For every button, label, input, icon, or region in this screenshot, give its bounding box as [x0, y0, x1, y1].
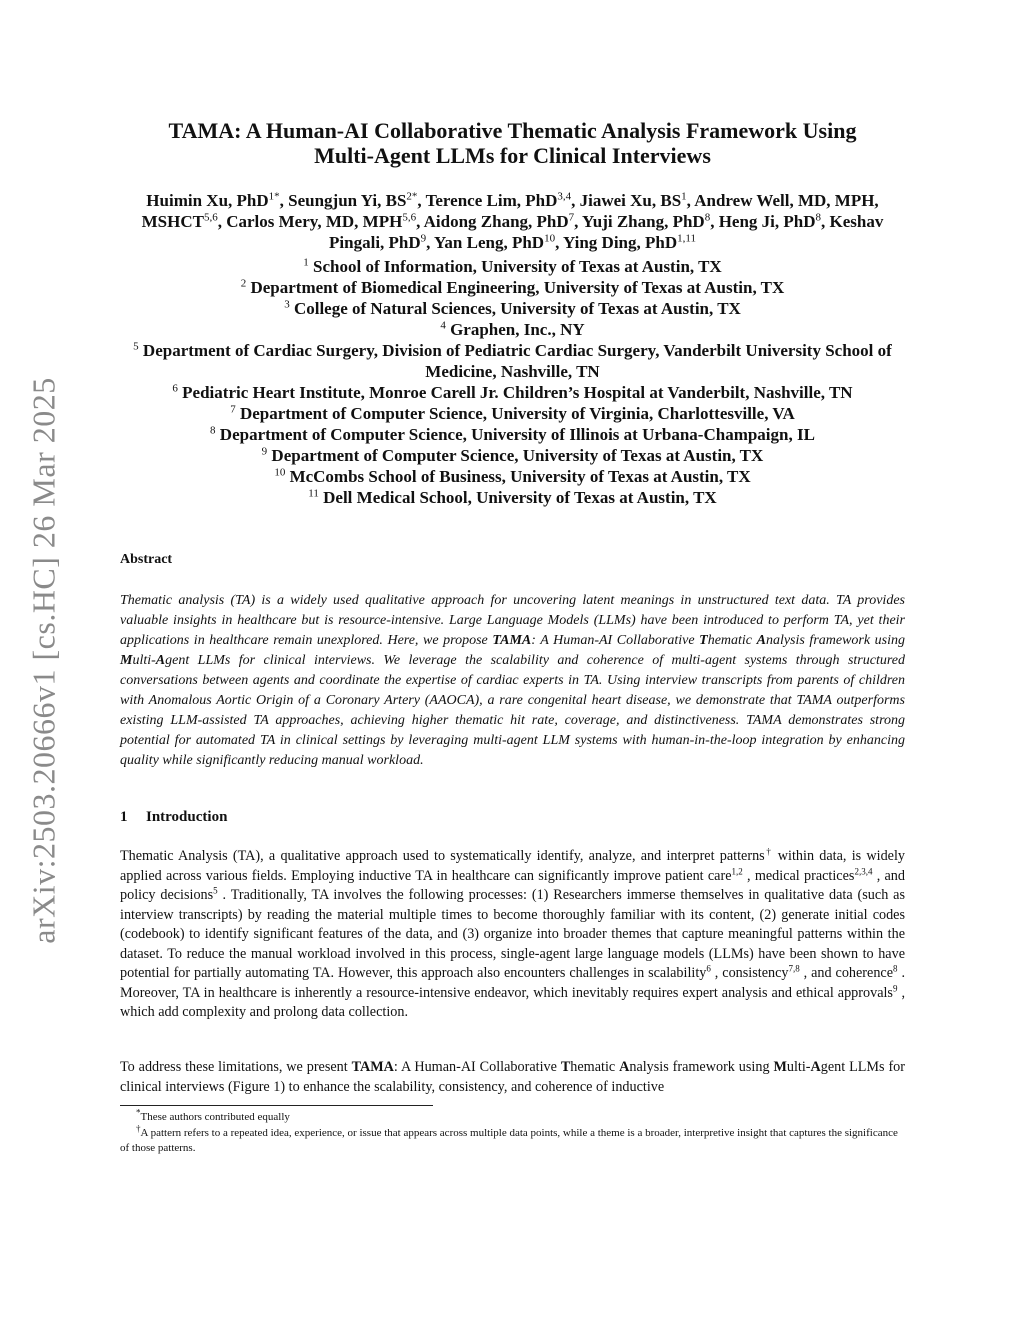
- abstract-heading: Abstract: [120, 552, 173, 567]
- author: Yan Leng, PhD$^{10}$: [434, 232, 556, 252]
- author: Yuji Zhang, PhD$^8$: [582, 211, 711, 231]
- intro-paragraph-2: To address these limitations, we present TAMA: A Human-AI Collaborative Thematic Analysis framework using Multi-Agent LLMs for clinical interviews (Figure 1) to enhance the scalability, consistency, and coherence of inductive: [120, 1059, 905, 1095]
- author: Seungjun Yi, $BS^{2*}$: [288, 190, 418, 210]
- author-list: Huimin Xu, PhD$^{1*}$, Seungjun Yi, $BS^{2*}$, Terence Lim, PhD$^{3,4}$, Jiawei Xu, $BS^1$, Andrew Well, MD, MPH, MSHCT$^{5,6}$, Carlos Mery, MD, MPH$^{5,6}$, Aidong Zhang, PhD$^7$, Yuji Zhang, PhD$^8$, Heng Ji, PhD$^8$, Keshav Pingali, PhD$^9$, Yan Leng, PhD$^{10}$, Ying Ding, PhD$^{1,11}$: [141, 190, 884, 252]
- author: Jiawei Xu, $BS^1$: [579, 190, 687, 210]
- author: Keshav Pingali, PhD$^9$: [329, 212, 884, 252]
- intro-paragraph-1: Thematic Analysis (TA), a qualitative approach used to systematically identify, analyze, and interpret patterns† within data, is widely applied across various fields. Employing inductive TA in healthcare can significantly improve patient care$^{1,2}$ , medical practices$^{2,3,4}$ , and policy decisions$^5$ . Traditionally, TA involves the following processes: (1) Researchers immerse themselves in qualitative data (such as interview transcripts) by reading the material multiple times to become thoroughly familiar with its content, (2) generate initial codes (codebook) to identify significant features of the data, and (3) organize into broader themes that capture meaningful patterns within the dataset. To reduce the manual workload involved in this process, single-agent large language models (LLMs) have been shown to have potential for partially automating TA. However, this approach also encounters challenges in scalability$^6$ , consistency$^{7,8}$ , and coherence$^8$ . Moreover, TA in healthcare is inherently a resource-intensive endeavor, which inevitably requires expert analysis and ethical approvals$^9$ , which add complexity and prolong data collection.: [120, 846, 906, 1020]
- footnote-divider: [120, 1105, 433, 1106]
- affiliation: $^1$ School of Information, University of Texas at Austin, TX: [303, 256, 722, 276]
- author: Terence Lim, PhD$^{3,4}$: [425, 190, 572, 210]
- affiliation: $^7$ Department of Computer Science, University of Virginia, Charlottesville, VA: [230, 403, 795, 423]
- author: Ying Ding, PhD$^{1,11}$: [562, 232, 696, 252]
- author: Andrew Well, MD, MPH, MSHCT$^{5,6}$: [141, 191, 879, 231]
- section-title: Introduction: [146, 809, 228, 825]
- affiliation: $^3$ College of Natural Sciences, University of Texas at Austin, TX: [284, 298, 741, 318]
- footnote: †A pattern refers to a repeated idea, experience, or issue that appears across multiple data points, while a theme is a broader, interpretive insight that captures the significance of those patterns.: [120, 1123, 898, 1154]
- author: Carlos Mery, MD, MPH$^{5,6}$: [226, 211, 417, 231]
- author: Huimin Xu, PhD$^{1*}$: [146, 190, 280, 210]
- section-number: 1: [120, 809, 128, 825]
- abstract-body: Thematic analysis (TA) is a widely used qualitative approach for uncovering latent meanings in unstructured text data. TA provides valuable insights in healthcare but is resource-intensive. Large Language Models (LLMs) have been introduced to perform TA, yet their applications in healthcare remain unexplored. Here, we propose TAMA: A Human-AI Collaborative Thematic Analysis framework using Multi-Agent LLMs for clinical interviews. We leverage the scalability and coherence of multi-agent systems through structured conversations between agents and coordinate the expertise of cardiac experts in TA. Using interview transcripts from parents of children with Anomalous Aortic Origin of a Coronary Artery (AAOCA), a rare congenital heart disease, we demonstrate that TAMA outperforms existing LLM-assisted TA approaches, achieving higher thematic hit rate, coverage, and distinctiveness. TAMA demonstrates strong potential for automated TA in clinical settings by leveraging multi-agent LLM systems with human-in-the-loop integration by enhancing quality while significantly reducing manual workload.: [120, 593, 906, 768]
- affiliation: $^{10}$ McCombs School of Business, University of Texas at Austin, TX: [274, 466, 751, 486]
- affiliation: $^8$ Department of Computer Science, University of Illinois at Urbana-Champaign, IL: [210, 424, 815, 444]
- author: Aidong Zhang, PhD$^7$: [423, 211, 575, 231]
- affiliation: $^5$ Department of Cardiac Surgery, Division of Pediatric Cardiac Surgery, Vanderbilt University School of Medicine, Nashville, TN: [133, 340, 892, 381]
- title-line-1: TAMA: A Human-AI Collaborative Thematic Analysis Framework Using: [168, 118, 857, 143]
- paper-title: [120, 118, 905, 168]
- author: Heng Ji, PhD$^8$: [718, 211, 822, 231]
- affiliation: $^2$ Department of Biomedical Engineering, University of Texas at Austin, TX: [240, 277, 785, 297]
- arxiv-watermark: [16, 350, 72, 970]
- arxiv-id: arXiv:2503.20666v1 [cs.HC] 26 Mar 2025: [25, 376, 62, 944]
- title-line-2: Multi-Agent LLMs for Clinical Interviews: [314, 143, 711, 168]
- affiliation-list: [120, 256, 905, 508]
- section-heading: [120, 809, 227, 826]
- affiliation: $^4$ Graphen, Inc., NY: [440, 319, 585, 339]
- affiliation: $^6$ Pediatric Heart Institute, Monroe Carell Jr. Children’s Hospital at Vanderbilt, Nashville, TN: [172, 382, 853, 402]
- affiliation: $^{11}$ Dell Medical School, University of Texas at Austin, TX: [308, 487, 717, 507]
- footnote: *These authors contributed equally: [136, 1107, 290, 1123]
- affiliation: $^9$ Department of Computer Science, University of Texas at Austin, TX: [261, 445, 764, 465]
